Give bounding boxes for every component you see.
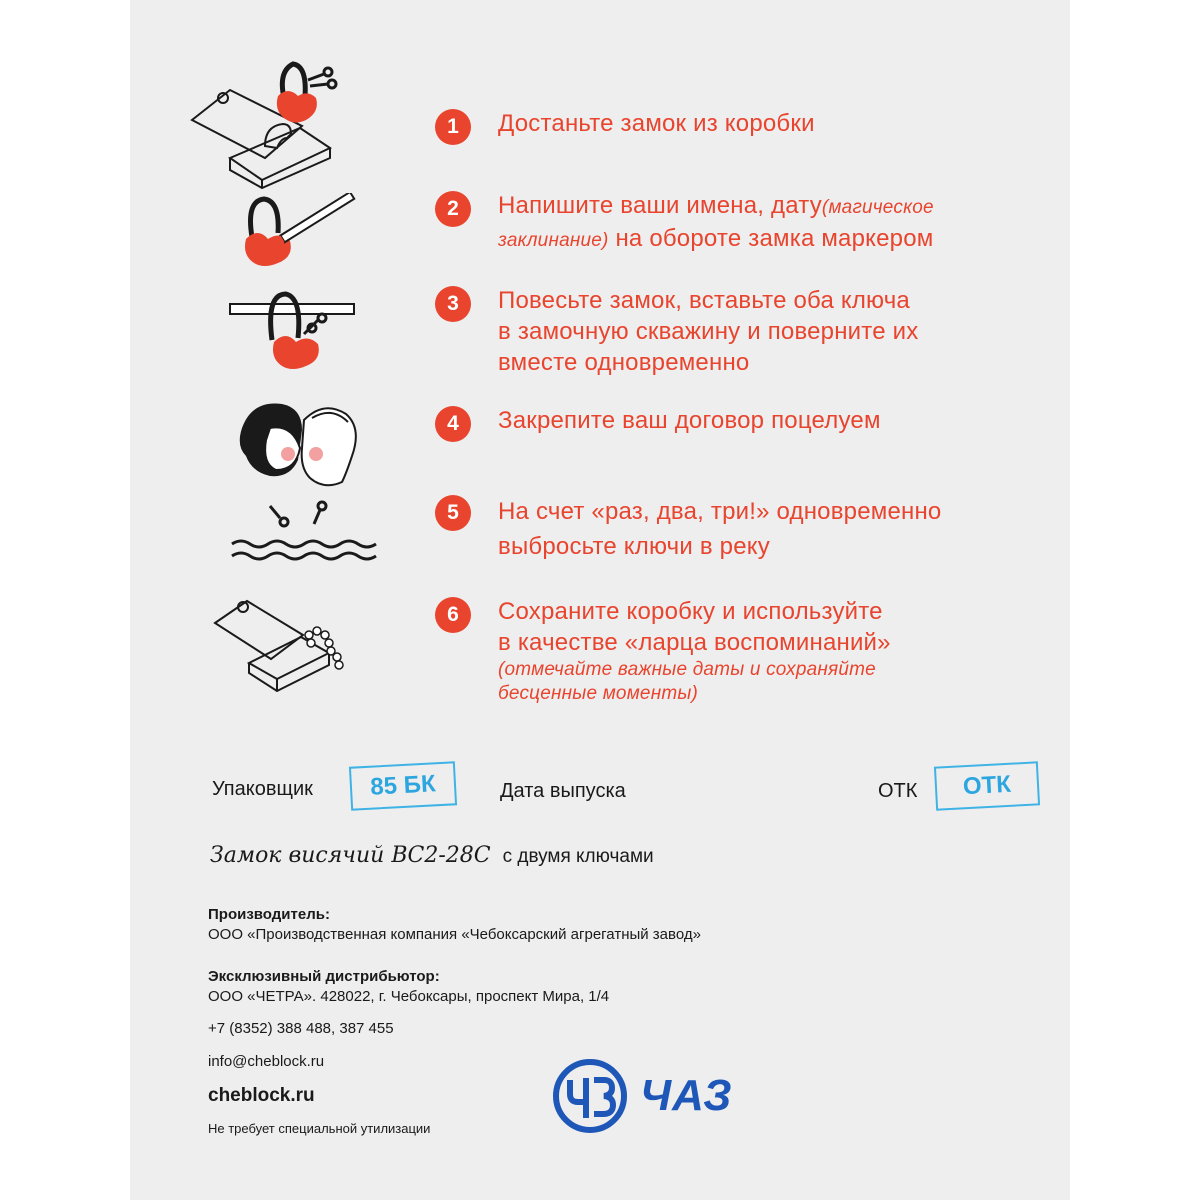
packer-label: Упаковщик [212,778,313,800]
step-number: 1 [435,109,471,145]
step-text: Сохраните коробку и используйте в качестве «ларца воспоминаний» (отмечайте важные даты и сохраняйте бесценные моменты) [498,598,891,704]
step-number: 3 [435,286,471,322]
step-4 [435,405,881,442]
brand-emblem-icon [552,1058,628,1134]
keys-into-river-icon [228,500,378,570]
email: info@cheblock.ru [208,1053,325,1070]
website: cheblock.ru [208,1085,315,1106]
step-5 [435,494,941,564]
step-text: Достаньте замок из коробки [498,110,815,137]
step-text: Напишите ваши имена, дату(магическое заклинание) на обороте замка маркером [498,192,934,252]
step-number: 6 [435,597,471,633]
brand-logo [552,1058,733,1134]
step-text: Повесьте замок, вставьте оба ключа в замочную скважину и поверните их вместе одновременно [498,287,919,376]
memory-box-icon [213,595,353,695]
step-2 [435,190,934,256]
otk-stamp: ОТК [934,761,1040,810]
step-1 [435,108,815,145]
otk-label: ОТК [878,780,918,802]
step-text: На счет «раз, два, три!» одновременно выбросьте ключи в реку [498,498,942,560]
lock-on-rail-icon [228,290,358,370]
step-number: 2 [435,191,471,227]
disposal-note: Не требует специальной утилизации [208,1121,431,1136]
product-subtitle: с двумя ключами [502,846,654,867]
step-number: 5 [435,495,471,531]
kiss-icon [232,398,362,488]
date-label: Дата выпуска [500,780,626,802]
step-number: 4 [435,406,471,442]
step-6 [435,596,891,706]
product-title: Замок висячий ВС2-28С с двумя ключами [210,843,654,868]
step-3 [435,285,918,378]
brand-logo-text: ЧАЗ [640,1071,733,1120]
phone: +7 (8352) 388 488, 387 455 [208,1020,394,1037]
step-text: Закрепите ваш договор поцелуем [498,407,881,434]
marker-on-lock-icon [238,193,368,273]
box-with-lock-icon [190,50,350,190]
manufacturer-name: ООО «Производственная компания «Чебоксарский агрегатный завод» [208,926,701,943]
packer-stamp: 85 БК [349,761,457,810]
manufacturer-label: Производитель: [208,906,330,923]
distributor-address: ООО «ЧЕТРА». 428022, г. Чебоксары, проспект Мира, 1/4 [208,988,610,1005]
distributor-label: Эксклюзивный дистрибьютор: [208,968,440,985]
